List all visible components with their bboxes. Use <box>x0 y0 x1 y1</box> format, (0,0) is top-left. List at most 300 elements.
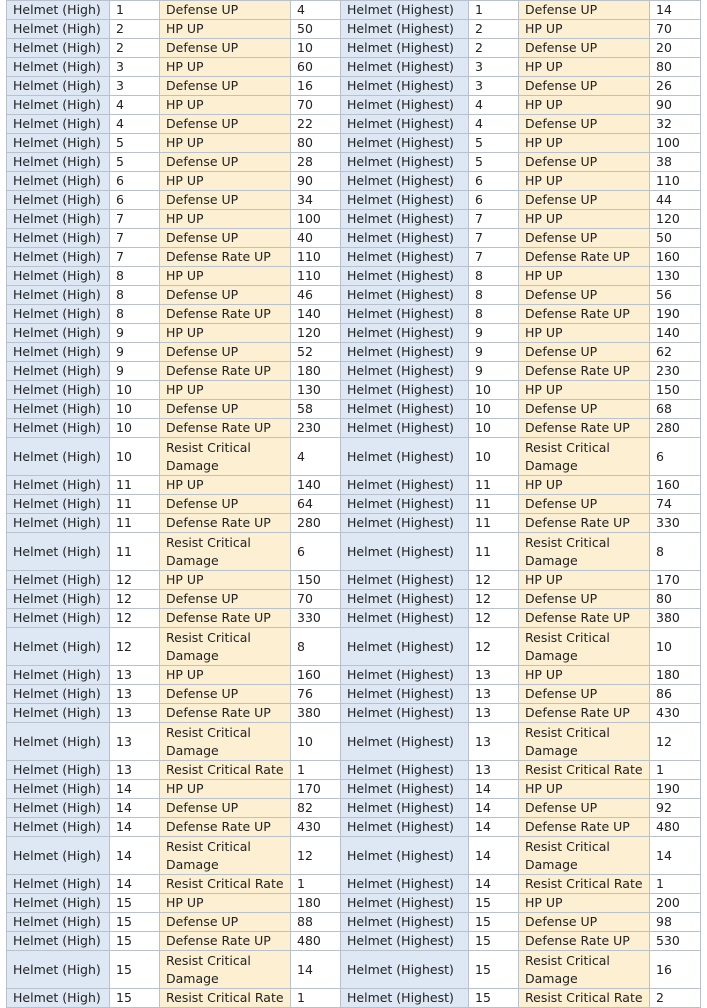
highest-level-cell: 6 <box>469 172 519 191</box>
highest-level-cell: 12 <box>469 571 519 590</box>
highest-stat-name-cell: Defense UP <box>519 153 650 172</box>
high-stat-value-cell: 110 <box>291 267 341 286</box>
high-stat-value-cell: 160 <box>291 666 341 685</box>
highest-stat-name-cell: Resist Critical Damage <box>519 438 650 476</box>
highest-stat-name-cell: Resist Critical Damage <box>519 837 650 875</box>
highest-item-name-cell: Helmet (Highest) <box>341 495 469 514</box>
highest-stat-value-cell: 130 <box>650 267 701 286</box>
table-row <box>7 818 701 837</box>
high-stat-name-cell: Resist Critical Rate <box>160 875 291 894</box>
highest-stat-value-cell: 26 <box>650 77 701 96</box>
highest-level-cell: 5 <box>469 134 519 153</box>
high-stat-name-cell: Resist Critical Damage <box>160 723 291 761</box>
highest-stat-value-cell: 380 <box>650 609 701 628</box>
table-row <box>7 191 701 210</box>
high-stat-name-cell: HP UP <box>160 894 291 913</box>
highest-item-name-cell: Helmet (Highest) <box>341 438 469 476</box>
high-stat-name-cell: HP UP <box>160 267 291 286</box>
table-row <box>7 799 701 818</box>
high-stat-name-cell: Defense Rate UP <box>160 305 291 324</box>
high-item-name-cell: Helmet (High) <box>7 780 110 799</box>
highest-stat-name-cell: Defense UP <box>519 191 650 210</box>
highest-item-name-cell: Helmet (Highest) <box>341 685 469 704</box>
highest-stat-name-cell: Defense Rate UP <box>519 818 650 837</box>
highest-level-cell: 8 <box>469 305 519 324</box>
table-row <box>7 989 701 1008</box>
highest-stat-value-cell: 160 <box>650 248 701 267</box>
highest-level-cell: 5 <box>469 153 519 172</box>
table-row <box>7 324 701 343</box>
highest-stat-name-cell: HP UP <box>519 96 650 115</box>
high-stat-name-cell: HP UP <box>160 134 291 153</box>
table-row <box>7 571 701 590</box>
high-stat-name-cell: HP UP <box>160 324 291 343</box>
high-stat-value-cell: 50 <box>291 20 341 39</box>
high-level-cell: 7 <box>110 210 160 229</box>
highest-stat-name-cell: HP UP <box>519 381 650 400</box>
highest-level-cell: 13 <box>469 723 519 761</box>
high-item-name-cell: Helmet (High) <box>7 77 110 96</box>
high-stat-value-cell: 10 <box>291 723 341 761</box>
highest-stat-value-cell: 230 <box>650 362 701 381</box>
high-stat-name-cell: Defense Rate UP <box>160 932 291 951</box>
table-row <box>7 267 701 286</box>
highest-stat-value-cell: 430 <box>650 704 701 723</box>
highest-stat-name-cell: Resist Critical Rate <box>519 989 650 1008</box>
highest-stat-value-cell: 190 <box>650 780 701 799</box>
highest-stat-name-cell: HP UP <box>519 571 650 590</box>
high-stat-value-cell: 280 <box>291 514 341 533</box>
high-item-name-cell: Helmet (High) <box>7 381 110 400</box>
high-stat-name-cell: Defense UP <box>160 343 291 362</box>
high-level-cell: 15 <box>110 932 160 951</box>
high-stat-value-cell: 70 <box>291 96 341 115</box>
high-stat-name-cell: HP UP <box>160 210 291 229</box>
table-row <box>7 419 701 438</box>
table-row <box>7 20 701 39</box>
table-row <box>7 115 701 134</box>
highest-level-cell: 8 <box>469 286 519 305</box>
highest-level-cell: 15 <box>469 989 519 1008</box>
high-level-cell: 12 <box>110 571 160 590</box>
highest-item-name-cell: Helmet (Highest) <box>341 191 469 210</box>
high-item-name-cell: Helmet (High) <box>7 20 110 39</box>
highest-level-cell: 1 <box>469 1 519 20</box>
highest-item-name-cell: Helmet (Highest) <box>341 818 469 837</box>
highest-level-cell: 2 <box>469 20 519 39</box>
highest-stat-value-cell: 10 <box>650 628 701 666</box>
high-level-cell: 2 <box>110 20 160 39</box>
high-item-name-cell: Helmet (High) <box>7 609 110 628</box>
highest-level-cell: 10 <box>469 438 519 476</box>
highest-item-name-cell: Helmet (Highest) <box>341 799 469 818</box>
high-item-name-cell: Helmet (High) <box>7 324 110 343</box>
table-row <box>7 248 701 267</box>
high-item-name-cell: Helmet (High) <box>7 799 110 818</box>
table-row <box>7 39 701 58</box>
table-row <box>7 533 701 571</box>
highest-stat-name-cell: Resist Critical Damage <box>519 723 650 761</box>
highest-item-name-cell: Helmet (Highest) <box>341 476 469 495</box>
highest-stat-name-cell: Defense UP <box>519 913 650 932</box>
highest-stat-name-cell: HP UP <box>519 324 650 343</box>
high-stat-value-cell: 180 <box>291 362 341 381</box>
highest-stat-value-cell: 160 <box>650 476 701 495</box>
highest-stat-name-cell: HP UP <box>519 894 650 913</box>
high-stat-value-cell: 8 <box>291 628 341 666</box>
table-row <box>7 780 701 799</box>
highest-stat-name-cell: Defense UP <box>519 39 650 58</box>
high-stat-name-cell: Defense UP <box>160 400 291 419</box>
high-stat-value-cell: 430 <box>291 818 341 837</box>
high-level-cell: 3 <box>110 77 160 96</box>
highest-item-name-cell: Helmet (Highest) <box>341 932 469 951</box>
high-stat-name-cell: Defense UP <box>160 77 291 96</box>
highest-stat-value-cell: 44 <box>650 191 701 210</box>
high-stat-value-cell: 100 <box>291 210 341 229</box>
highest-item-name-cell: Helmet (Highest) <box>341 837 469 875</box>
highest-level-cell: 13 <box>469 761 519 780</box>
high-stat-value-cell: 4 <box>291 1 341 20</box>
high-level-cell: 4 <box>110 96 160 115</box>
high-item-name-cell: Helmet (High) <box>7 932 110 951</box>
high-stat-name-cell: Resist Critical Damage <box>160 533 291 571</box>
highest-stat-name-cell: Defense Rate UP <box>519 305 650 324</box>
high-stat-name-cell: Resist Critical Damage <box>160 438 291 476</box>
high-stat-value-cell: 40 <box>291 229 341 248</box>
highest-item-name-cell: Helmet (Highest) <box>341 58 469 77</box>
high-item-name-cell: Helmet (High) <box>7 58 110 77</box>
highest-item-name-cell: Helmet (Highest) <box>341 305 469 324</box>
highest-stat-name-cell: Defense Rate UP <box>519 514 650 533</box>
highest-item-name-cell: Helmet (Highest) <box>341 77 469 96</box>
highest-stat-value-cell: 6 <box>650 438 701 476</box>
highest-level-cell: 7 <box>469 229 519 248</box>
highest-level-cell: 15 <box>469 894 519 913</box>
high-stat-name-cell: Defense UP <box>160 191 291 210</box>
table-row <box>7 761 701 780</box>
high-stat-value-cell: 180 <box>291 894 341 913</box>
highest-stat-value-cell: 90 <box>650 96 701 115</box>
highest-stat-value-cell: 80 <box>650 58 701 77</box>
highest-stat-name-cell: Defense Rate UP <box>519 704 650 723</box>
high-stat-value-cell: 330 <box>291 609 341 628</box>
high-item-name-cell: Helmet (High) <box>7 134 110 153</box>
high-stat-value-cell: 130 <box>291 381 341 400</box>
table-row <box>7 58 701 77</box>
high-stat-value-cell: 380 <box>291 704 341 723</box>
high-level-cell: 11 <box>110 514 160 533</box>
high-item-name-cell: Helmet (High) <box>7 533 110 571</box>
highest-stat-value-cell: 14 <box>650 1 701 20</box>
high-stat-name-cell: Resist Critical Rate <box>160 761 291 780</box>
highest-stat-value-cell: 86 <box>650 685 701 704</box>
high-item-name-cell: Helmet (High) <box>7 305 110 324</box>
high-level-cell: 13 <box>110 723 160 761</box>
highest-stat-name-cell: Resist Critical Damage <box>519 533 650 571</box>
highest-stat-value-cell: 68 <box>650 400 701 419</box>
high-level-cell: 15 <box>110 989 160 1008</box>
high-item-name-cell: Helmet (High) <box>7 761 110 780</box>
highest-stat-name-cell: Defense UP <box>519 1 650 20</box>
table-row <box>7 96 701 115</box>
high-level-cell: 8 <box>110 286 160 305</box>
highest-level-cell: 2 <box>469 39 519 58</box>
highest-level-cell: 15 <box>469 932 519 951</box>
table-row <box>7 476 701 495</box>
high-item-name-cell: Helmet (High) <box>7 514 110 533</box>
highest-stat-value-cell: 14 <box>650 837 701 875</box>
highest-item-name-cell: Helmet (Highest) <box>341 419 469 438</box>
high-item-name-cell: Helmet (High) <box>7 400 110 419</box>
high-stat-name-cell: Defense Rate UP <box>160 362 291 381</box>
high-stat-name-cell: Defense UP <box>160 39 291 58</box>
highest-stat-name-cell: HP UP <box>519 780 650 799</box>
highest-stat-name-cell: Defense Rate UP <box>519 609 650 628</box>
table-row <box>7 590 701 609</box>
highest-level-cell: 11 <box>469 476 519 495</box>
highest-item-name-cell: Helmet (Highest) <box>341 172 469 191</box>
high-item-name-cell: Helmet (High) <box>7 286 110 305</box>
highest-stat-name-cell: Resist Critical Damage <box>519 951 650 989</box>
high-stat-value-cell: 120 <box>291 324 341 343</box>
highest-level-cell: 7 <box>469 210 519 229</box>
table-row <box>7 704 701 723</box>
highest-level-cell: 11 <box>469 514 519 533</box>
highest-level-cell: 14 <box>469 837 519 875</box>
highest-stat-value-cell: 480 <box>650 818 701 837</box>
high-stat-name-cell: HP UP <box>160 96 291 115</box>
table-row <box>7 77 701 96</box>
highest-level-cell: 10 <box>469 400 519 419</box>
high-level-cell: 11 <box>110 533 160 571</box>
high-level-cell: 8 <box>110 267 160 286</box>
high-stat-name-cell: Resist Critical Rate <box>160 989 291 1008</box>
highest-item-name-cell: Helmet (Highest) <box>341 1 469 20</box>
high-stat-value-cell: 14 <box>291 951 341 989</box>
high-item-name-cell: Helmet (High) <box>7 39 110 58</box>
highest-level-cell: 14 <box>469 799 519 818</box>
highest-stat-name-cell: Defense UP <box>519 799 650 818</box>
high-stat-value-cell: 80 <box>291 134 341 153</box>
high-level-cell: 12 <box>110 590 160 609</box>
highest-stat-name-cell: HP UP <box>519 210 650 229</box>
high-item-name-cell: Helmet (High) <box>7 875 110 894</box>
high-level-cell: 10 <box>110 400 160 419</box>
high-stat-value-cell: 140 <box>291 476 341 495</box>
highest-item-name-cell: Helmet (Highest) <box>341 267 469 286</box>
high-stat-name-cell: Defense UP <box>160 685 291 704</box>
high-level-cell: 9 <box>110 343 160 362</box>
highest-stat-name-cell: HP UP <box>519 134 650 153</box>
high-stat-value-cell: 52 <box>291 343 341 362</box>
highest-stat-name-cell: Resist Critical Rate <box>519 875 650 894</box>
table-row <box>7 134 701 153</box>
table-row <box>7 153 701 172</box>
highest-level-cell: 15 <box>469 951 519 989</box>
high-stat-name-cell: Defense UP <box>160 799 291 818</box>
high-item-name-cell: Helmet (High) <box>7 818 110 837</box>
high-item-name-cell: Helmet (High) <box>7 191 110 210</box>
table-row <box>7 343 701 362</box>
high-stat-name-cell: Defense Rate UP <box>160 514 291 533</box>
high-item-name-cell: Helmet (High) <box>7 229 110 248</box>
high-stat-value-cell: 150 <box>291 571 341 590</box>
high-item-name-cell: Helmet (High) <box>7 96 110 115</box>
high-item-name-cell: Helmet (High) <box>7 704 110 723</box>
high-stat-value-cell: 34 <box>291 191 341 210</box>
highest-level-cell: 9 <box>469 343 519 362</box>
highest-item-name-cell: Helmet (Highest) <box>341 913 469 932</box>
high-stat-name-cell: HP UP <box>160 20 291 39</box>
highest-level-cell: 7 <box>469 248 519 267</box>
highest-item-name-cell: Helmet (Highest) <box>341 96 469 115</box>
highest-stat-value-cell: 56 <box>650 286 701 305</box>
table-row <box>7 951 701 989</box>
high-stat-name-cell: Defense Rate UP <box>160 704 291 723</box>
highest-stat-value-cell: 180 <box>650 666 701 685</box>
highest-item-name-cell: Helmet (Highest) <box>341 704 469 723</box>
highest-stat-name-cell: Defense UP <box>519 590 650 609</box>
highest-level-cell: 11 <box>469 533 519 571</box>
high-stat-value-cell: 4 <box>291 438 341 476</box>
highest-stat-name-cell: Defense UP <box>519 286 650 305</box>
highest-item-name-cell: Helmet (Highest) <box>341 609 469 628</box>
high-level-cell: 11 <box>110 476 160 495</box>
high-level-cell: 6 <box>110 191 160 210</box>
high-level-cell: 12 <box>110 609 160 628</box>
high-level-cell: 11 <box>110 495 160 514</box>
high-level-cell: 3 <box>110 58 160 77</box>
highest-level-cell: 6 <box>469 191 519 210</box>
high-item-name-cell: Helmet (High) <box>7 989 110 1008</box>
highest-stat-name-cell: HP UP <box>519 58 650 77</box>
high-level-cell: 15 <box>110 951 160 989</box>
highest-stat-value-cell: 200 <box>650 894 701 913</box>
highest-stat-value-cell: 70 <box>650 20 701 39</box>
high-stat-name-cell: Defense UP <box>160 115 291 134</box>
highest-stat-name-cell: Resist Critical Rate <box>519 761 650 780</box>
highest-stat-value-cell: 1 <box>650 875 701 894</box>
high-stat-value-cell: 60 <box>291 58 341 77</box>
high-level-cell: 1 <box>110 1 160 20</box>
high-level-cell: 9 <box>110 324 160 343</box>
highest-stat-value-cell: 140 <box>650 324 701 343</box>
high-level-cell: 13 <box>110 761 160 780</box>
highest-item-name-cell: Helmet (Highest) <box>341 39 469 58</box>
highest-level-cell: 14 <box>469 780 519 799</box>
highest-stat-value-cell: 50 <box>650 229 701 248</box>
high-item-name-cell: Helmet (High) <box>7 723 110 761</box>
high-item-name-cell: Helmet (High) <box>7 495 110 514</box>
highest-stat-value-cell: 150 <box>650 381 701 400</box>
high-stat-value-cell: 82 <box>291 799 341 818</box>
high-item-name-cell: Helmet (High) <box>7 571 110 590</box>
high-stat-value-cell: 46 <box>291 286 341 305</box>
highest-item-name-cell: Helmet (Highest) <box>341 20 469 39</box>
table-row <box>7 400 701 419</box>
highest-stat-value-cell: 280 <box>650 419 701 438</box>
high-item-name-cell: Helmet (High) <box>7 894 110 913</box>
highest-item-name-cell: Helmet (Highest) <box>341 780 469 799</box>
high-stat-name-cell: Defense UP <box>160 913 291 932</box>
highest-level-cell: 13 <box>469 685 519 704</box>
highest-item-name-cell: Helmet (Highest) <box>341 571 469 590</box>
highest-stat-name-cell: Defense UP <box>519 495 650 514</box>
high-stat-value-cell: 10 <box>291 39 341 58</box>
highest-item-name-cell: Helmet (Highest) <box>341 514 469 533</box>
highest-level-cell: 12 <box>469 628 519 666</box>
table-row <box>7 495 701 514</box>
high-level-cell: 10 <box>110 419 160 438</box>
table-row <box>7 723 701 761</box>
high-level-cell: 13 <box>110 666 160 685</box>
high-stat-value-cell: 1 <box>291 875 341 894</box>
highest-item-name-cell: Helmet (Highest) <box>341 628 469 666</box>
high-level-cell: 7 <box>110 229 160 248</box>
high-level-cell: 14 <box>110 799 160 818</box>
table-row <box>7 514 701 533</box>
highest-stat-value-cell: 32 <box>650 115 701 134</box>
high-item-name-cell: Helmet (High) <box>7 685 110 704</box>
high-stat-name-cell: Defense UP <box>160 1 291 20</box>
high-level-cell: 15 <box>110 913 160 932</box>
highest-item-name-cell: Helmet (Highest) <box>341 590 469 609</box>
high-level-cell: 14 <box>110 818 160 837</box>
high-stat-value-cell: 480 <box>291 932 341 951</box>
highest-item-name-cell: Helmet (Highest) <box>341 761 469 780</box>
highest-level-cell: 3 <box>469 77 519 96</box>
highest-stat-value-cell: 62 <box>650 343 701 362</box>
table-row <box>7 172 701 191</box>
highest-level-cell: 13 <box>469 666 519 685</box>
highest-item-name-cell: Helmet (Highest) <box>341 134 469 153</box>
high-level-cell: 5 <box>110 134 160 153</box>
high-item-name-cell: Helmet (High) <box>7 476 110 495</box>
table-row <box>7 362 701 381</box>
high-item-name-cell: Helmet (High) <box>7 590 110 609</box>
high-stat-value-cell: 16 <box>291 77 341 96</box>
highest-item-name-cell: Helmet (Highest) <box>341 248 469 267</box>
highest-level-cell: 8 <box>469 267 519 286</box>
high-item-name-cell: Helmet (High) <box>7 172 110 191</box>
highest-level-cell: 14 <box>469 818 519 837</box>
table-row <box>7 913 701 932</box>
highest-stat-value-cell: 98 <box>650 913 701 932</box>
highest-item-name-cell: Helmet (Highest) <box>341 362 469 381</box>
table-row <box>7 628 701 666</box>
high-item-name-cell: Helmet (High) <box>7 248 110 267</box>
highest-item-name-cell: Helmet (Highest) <box>341 723 469 761</box>
highest-item-name-cell: Helmet (Highest) <box>341 894 469 913</box>
high-level-cell: 2 <box>110 39 160 58</box>
high-stat-name-cell: Defense UP <box>160 229 291 248</box>
high-stat-value-cell: 76 <box>291 685 341 704</box>
high-stat-value-cell: 28 <box>291 153 341 172</box>
high-stat-name-cell: Defense Rate UP <box>160 248 291 267</box>
high-level-cell: 14 <box>110 875 160 894</box>
high-item-name-cell: Helmet (High) <box>7 913 110 932</box>
highest-stat-name-cell: Defense UP <box>519 685 650 704</box>
highest-level-cell: 14 <box>469 875 519 894</box>
table-row <box>7 305 701 324</box>
high-stat-name-cell: HP UP <box>160 381 291 400</box>
highest-item-name-cell: Helmet (Highest) <box>341 229 469 248</box>
highest-level-cell: 10 <box>469 381 519 400</box>
high-stat-value-cell: 6 <box>291 533 341 571</box>
highest-stat-value-cell: 16 <box>650 951 701 989</box>
high-stat-value-cell: 140 <box>291 305 341 324</box>
